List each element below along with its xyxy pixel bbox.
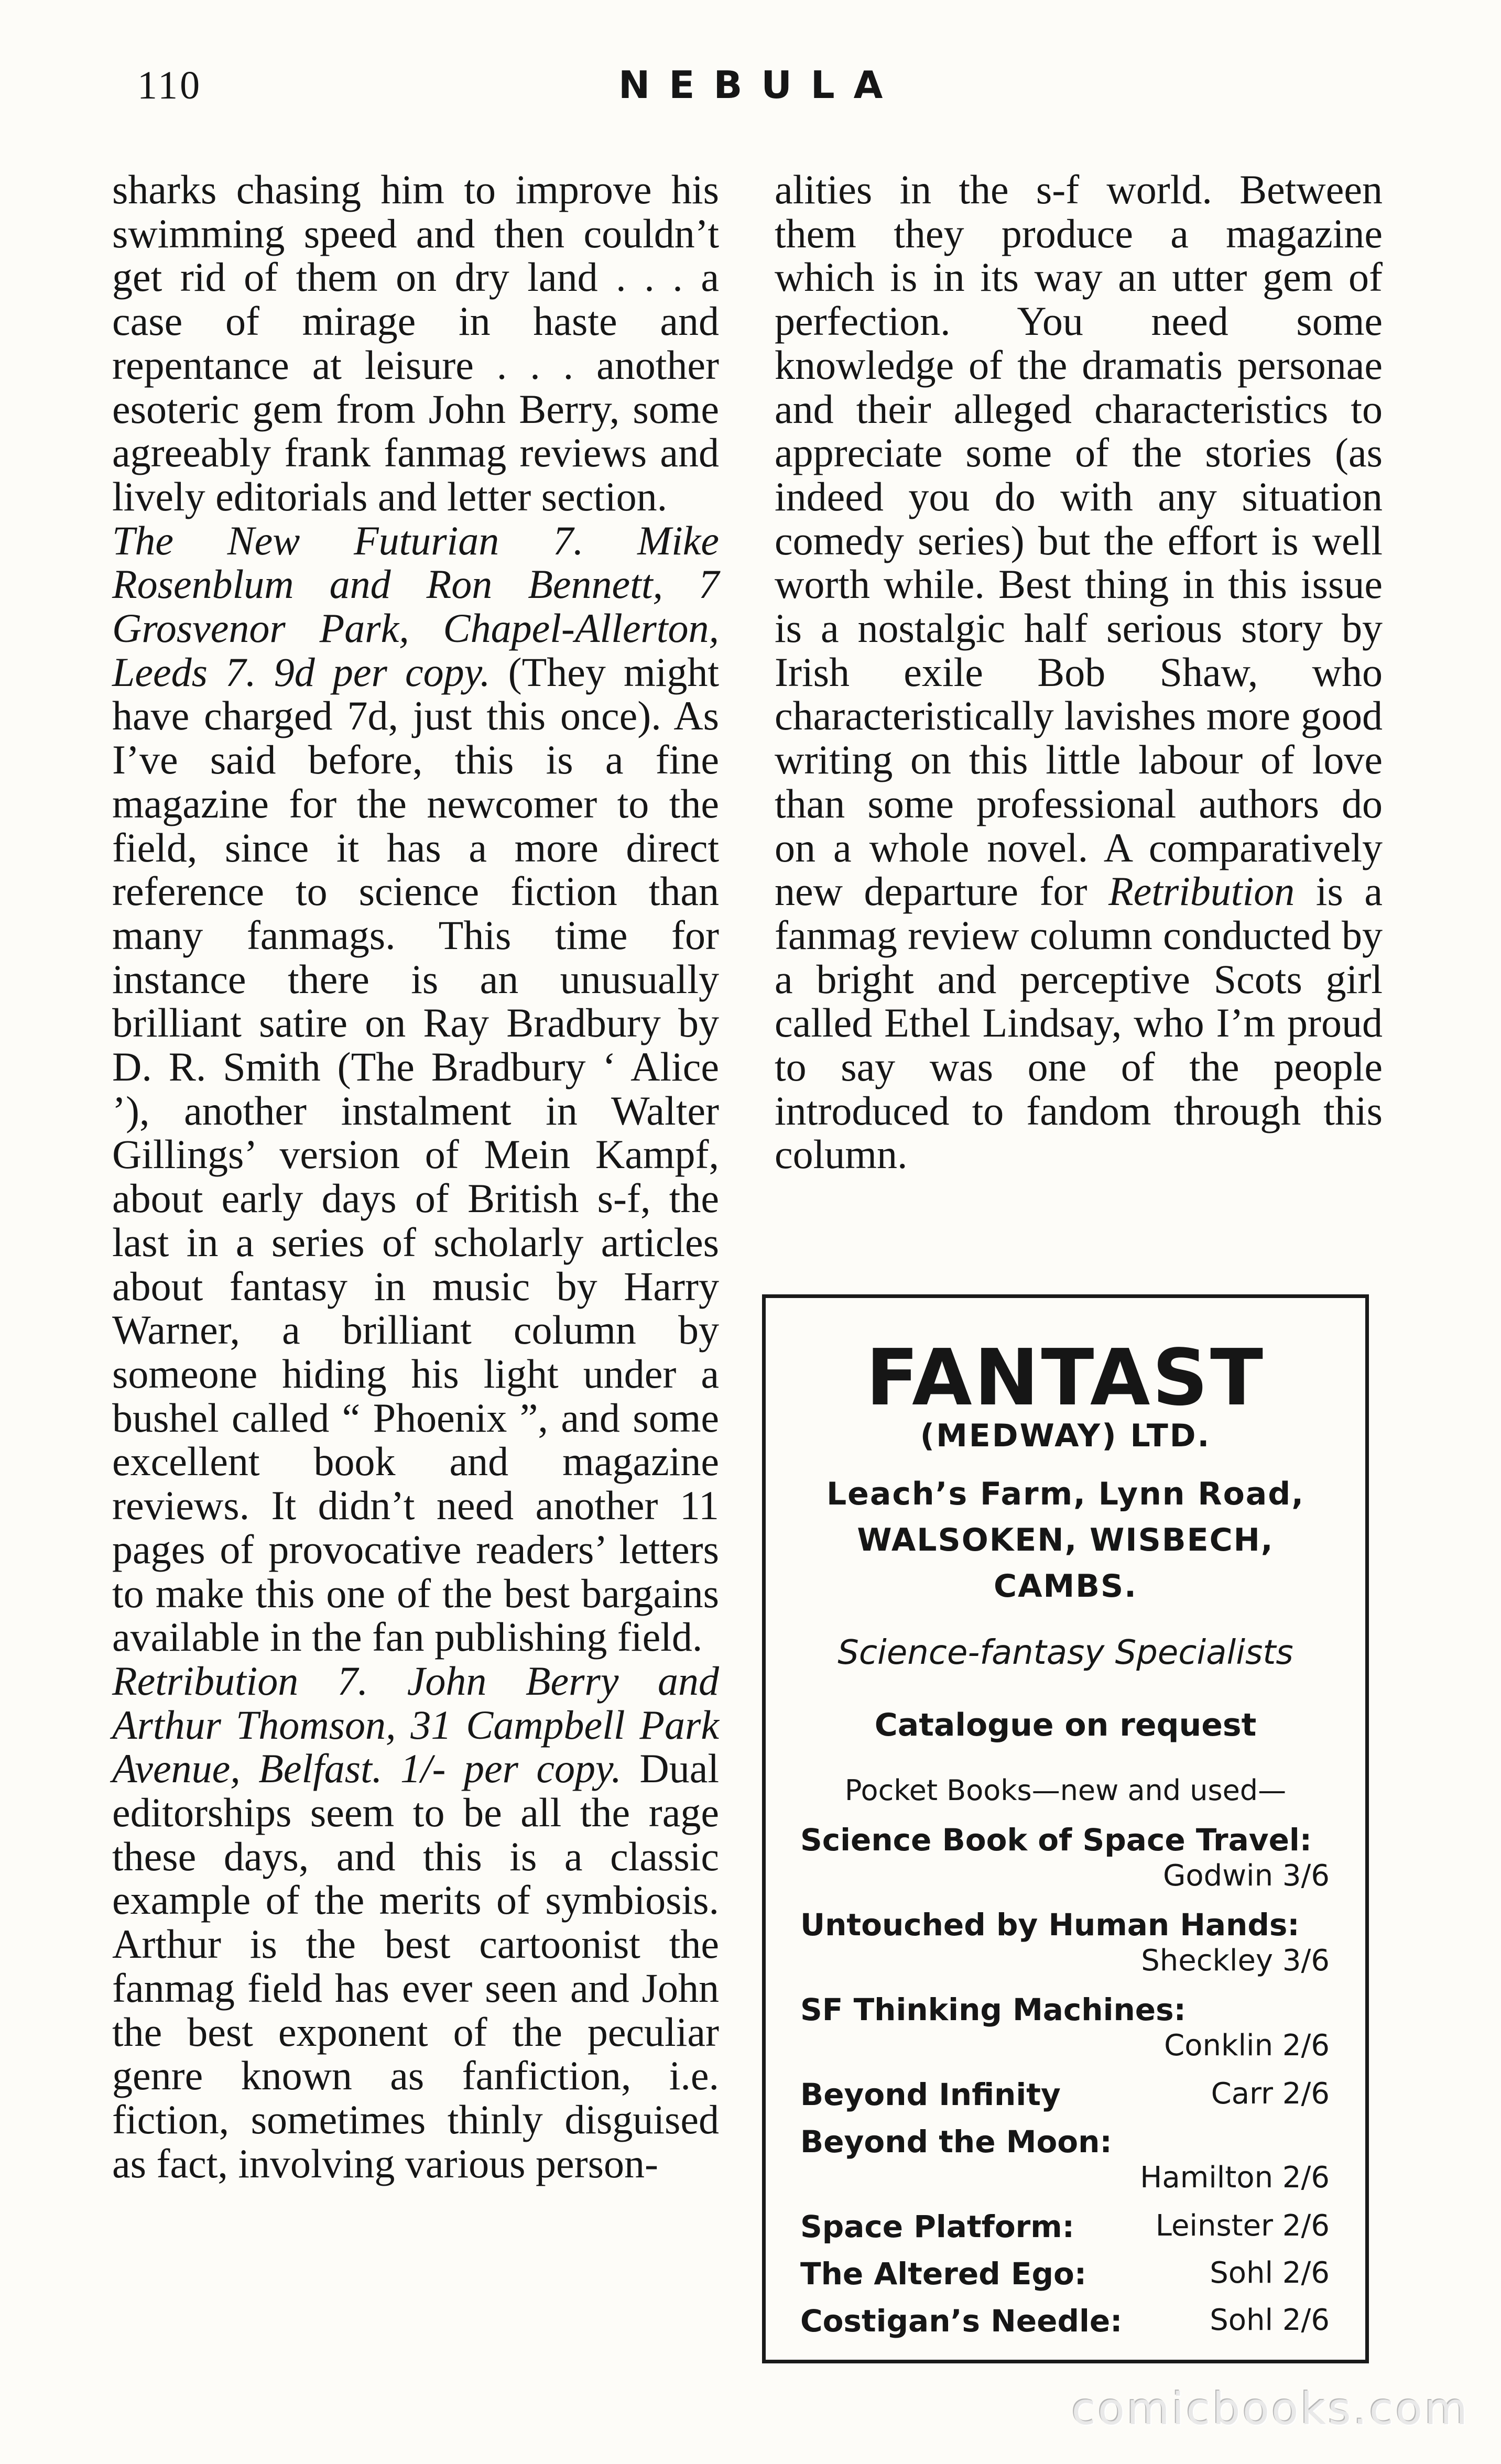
book-item [800,2256,1330,2303]
advert-company-name: FANTAST [865,1333,1266,1423]
paragraph-text: is a fanmag review column conducted by a bright and perceptive Scots girl called Ethel Lindsay, who I’m proud to say was one of the people introduced to fandom through this column. [775,868,1383,1178]
book-item [800,2303,1330,2350]
book-title: Beyond the Moon: [800,2124,1112,2160]
paragraph-text: alities in the s-f world. Between them they produce a magazine which is in its way an utter gem of perfection. You need some knowledge of the dramatis personae and their alleged characteristics to appreciate some of the stories (as indeed you do with any situation comedy series) but the effort is well worth while. Best thing in this issue is a nostalgic half serious story by Irish exile Bob Shaw, who characteristically lavishes more good writing on this little labour of love than some professional authors do on a whole novel. A comparatively new departure for [775,167,1383,914]
advert-company-sub: (MEDWAY) LTD. [920,1418,1211,1454]
book-item [800,1907,1330,1992]
entry-text: (They might have charged 7d, just this once). As I’ve said before, this is a fine magazine for the newcomer to the field, since it has a more direct reference to science fiction than many fanmags. This time for instance there is an unusually brilliant satire on Ray Bradbury by D. R. Smith (The Bradbury ‘ Alice ’), another instalment in Walter Gillings’ version of Mein Kampf, about early days of British s-f, the last in a series of scholarly articles about fantasy in music by Harry Warner, a brilliant column by someone hiding his light under a bushel called “ Phoenix ”, and some excellent book and magazine reviews. It didn’t need another 11 pages of provocative readers’ letters to make this one of the best bargains available in the fan publishing field. [112,649,719,1660]
review-paragraph [112,168,719,519]
book-item [800,2077,1330,2124]
site-watermark: comicbooks.com [1071,2383,1470,2435]
book-item [800,2209,1330,2256]
book-title: SF Thinking Machines: [800,1992,1186,2027]
book-price: Conklin 2/6 [1164,2029,1330,2063]
book-item [800,1992,1330,2077]
book-list [800,1822,1330,2350]
book-price: Sohl 2/6 [1210,2303,1330,2337]
review-paragraph [775,168,1383,1176]
advert-tagline: Science-fantasy Specialists [837,1633,1293,1672]
entry-heading: The New Futurian 7. Mike Rosenblum and Ron Bennett, 7 Grosvenor Park, Chapel-Allerton, Leeds 7. 9d per copy. [112,517,719,695]
advert-catalogue: Catalogue on request [874,1707,1257,1743]
review-entry [112,519,719,1659]
page-header [0,63,1501,121]
book-title: Costigan’s Needle: [800,2303,1123,2339]
book-title: Beyond Infinity [800,2077,1061,2112]
book-item [800,1822,1330,1907]
running-title: NEBULA [618,63,902,107]
book-title: Science Book of Space Travel: [800,1822,1312,1858]
book-title: Untouched by Human Hands: [800,1907,1300,1943]
advertisement-box [762,1294,1369,2363]
review-entry [112,1659,719,2185]
entry-heading: Retribution 7. John Berry and Arthur Thomson, 31 Campbell Park Avenue, Belfast. 1/- per copy. [112,1658,719,1792]
entry-text: Dual editorships seem to be all the rage these days, and this is a classic example of the merits of symbiosis. Arthur is the best cartoonist the fanmag field has ever seen and John the best exponent of the peculiar genre known as fanfiction, i.e. fiction, sometimes thinly disguised as fact, involving various person- [112,1746,719,2186]
address-line: CAMBS. [994,1568,1137,1605]
advert-pocket-books: Pocket Books—new and used— [844,1774,1287,1807]
address-line: WALSOKEN, WISBECH, [857,1522,1274,1558]
page-number: 110 [137,63,202,107]
book-price: Leinster 2/6 [1155,2209,1330,2243]
address-line: Leach’s Farm, Lynn Road, [826,1476,1305,1512]
book-title: Space Platform: [800,2209,1074,2244]
book-price: Godwin 3/6 [1163,1859,1330,1893]
paragraph-text: sharks chasing him to improve his swimming speed and then couldn’t get rid of them on dry land . . . a case of mirage in haste and repentance at leisure . . . another esoteric gem from John Berry, some agreeably frank fanmag reviews and lively editorials and letter section. [112,167,719,519]
left-column [112,168,719,2185]
book-price: Hamilton 2/6 [1140,2161,1330,2195]
book-price: Carr 2/6 [1211,2077,1330,2111]
advert-address [766,1471,1365,1609]
book-title: The Altered Ego: [800,2256,1087,2292]
book-price: Sheckley 3/6 [1141,1944,1330,1978]
book-price: Sohl 2/6 [1210,2256,1330,2290]
magazine-title: Retribution [1108,868,1295,914]
book-item [800,2124,1330,2209]
right-column [775,168,1383,1176]
